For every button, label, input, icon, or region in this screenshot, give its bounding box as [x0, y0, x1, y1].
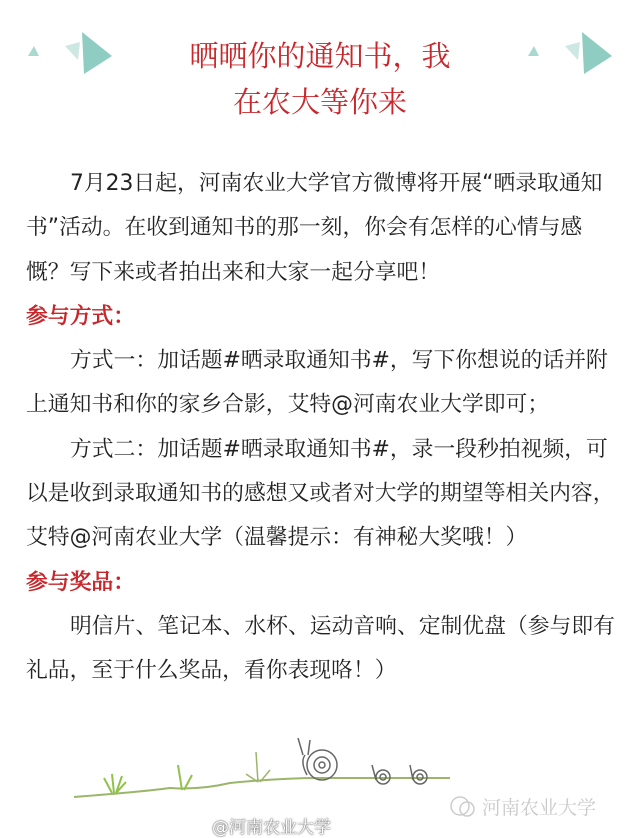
- section-heading-participation: 参与方式：: [26, 303, 135, 329]
- article-body: [26, 162, 618, 694]
- participation-way-1: 方式一：加话题#晒录取通知书#，写下你想说的话并附上通知书和你的家乡合影，艾特@河南农业大学即可；: [26, 348, 608, 418]
- prizes-paragraph: 明信片、笔记本、水杯、运动音响、定制优盘（参与即有礼品，至于什么奖品，看你表现咯！）: [26, 613, 615, 684]
- intro-paragraph: 7月23日起，河南农业大学官方微博将开展“晒录取通知书”活动。在收到通知书的那一刻，你会有怎样的心情与感慨？写下来或者拍出来和大家一起分享吧！: [26, 171, 603, 285]
- wechat-watermark: 河南农业大学: [482, 797, 597, 819]
- weibo-watermark: @河南农业大学: [212, 818, 331, 838]
- page-title-line1: 晒晒你的通知书，我: [189, 39, 451, 73]
- page-title-line2: 在农大等你来: [232, 85, 407, 119]
- participation-way-2: 方式二：加话题#晒录取通知书#，录一段秒拍视频，可以是收到录取通知书的感想又或者对大学的期望等相关内容，艾特@河南农业大学（温馨提示：有神秘大奖哦！）: [26, 436, 615, 551]
- wechat-icon: [448, 794, 478, 820]
- section-heading-prizes: 参与奖品：: [26, 569, 135, 595]
